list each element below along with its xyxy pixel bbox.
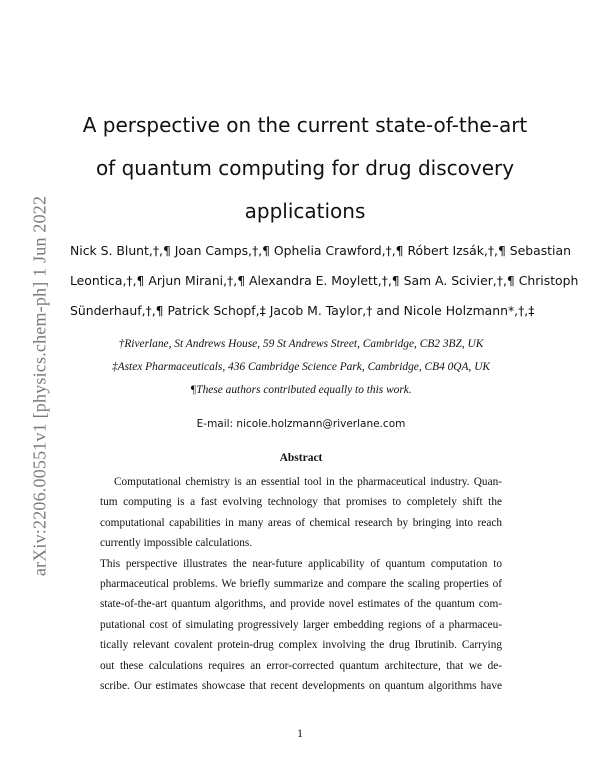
abstract-line: scribe. Our estimates showcase that recent developments on quantum algorithms have: [100, 680, 502, 693]
abstract-line: state-of-the-art quantum algorithms, and provide novel estimates of the quantum com-: [100, 598, 502, 611]
abstract-line: Computational chemistry is an essential tool in the pharmaceutical industry. Quan-: [114, 476, 502, 488]
abstract-line: computational capabilities in many areas of chemical research by bringing into reach: [100, 516, 502, 529]
abstract-line: tum computing is a fast evolving technology that promises to completely shift the: [100, 496, 502, 509]
abstract-line: out these calculations requires an error-corrected quantum architecture, that we de-: [100, 659, 502, 672]
abstract-line: This perspective illustrates the near-future applicability of quantum computation to: [100, 557, 502, 570]
abstract-line: currently impossible calculations.: [100, 537, 253, 550]
page-number: 1: [297, 726, 303, 740]
author-line: Nick S. Blunt,†,¶ Joan Camps,†,¶ Ophelia Crawford,†,¶ Róbert Izsák,†,¶ Sebastian: [70, 243, 571, 258]
affiliation-riverlane: †Riverlane, St Andrews House, 59 St Andrews Street, Cambridge, CB2 3BZ, UK: [118, 338, 484, 350]
abstract-body: [100, 472, 502, 696]
author-line: Leontica,†,¶ Arjun Mirani,†,¶ Alexandra E. Moylett,†,¶ Sam A. Scivier,†,¶ Christoph: [70, 273, 579, 288]
affiliation-astex: ‡Astex Pharmaceuticals, 436 Cambridge Science Park, Cambridge, CB4 0QA, UK: [111, 361, 491, 373]
abstract-line: pharmaceutical problems. We briefly summarize and compare the scaling properties of: [100, 578, 502, 591]
title-line: applications: [244, 199, 366, 223]
arxiv-identifier-stamp: arXiv:2206.00551v1 [physics.chem-ph] 1 Jun 2022: [29, 195, 50, 577]
title-line: of quantum computing for drug discovery: [95, 156, 515, 180]
abstract-line: putational cost of simulating progressively larger embedding regions of a pharmaceu-: [100, 618, 502, 631]
equal-contribution-note: ¶These authors contributed equally to this work.: [190, 384, 412, 396]
contact-email[interactable]: E-mail: nicole.holzmann@riverlane.com: [196, 418, 406, 430]
author-line: Sünderhauf,†,¶ Patrick Schopf,‡ Jacob M. Taylor,† and Nicole Holzmann*,†,‡: [70, 303, 535, 318]
affiliations: [70, 333, 532, 402]
paper-title: [70, 104, 540, 233]
title-line: A perspective on the current state-of-the-art: [82, 113, 528, 137]
abstract-line: tically relevant covalent protein-drug complex involving the drug Ibrutinib. Carrying: [100, 639, 502, 652]
author-list: [70, 236, 579, 326]
abstract-heading: Abstract: [279, 452, 323, 464]
